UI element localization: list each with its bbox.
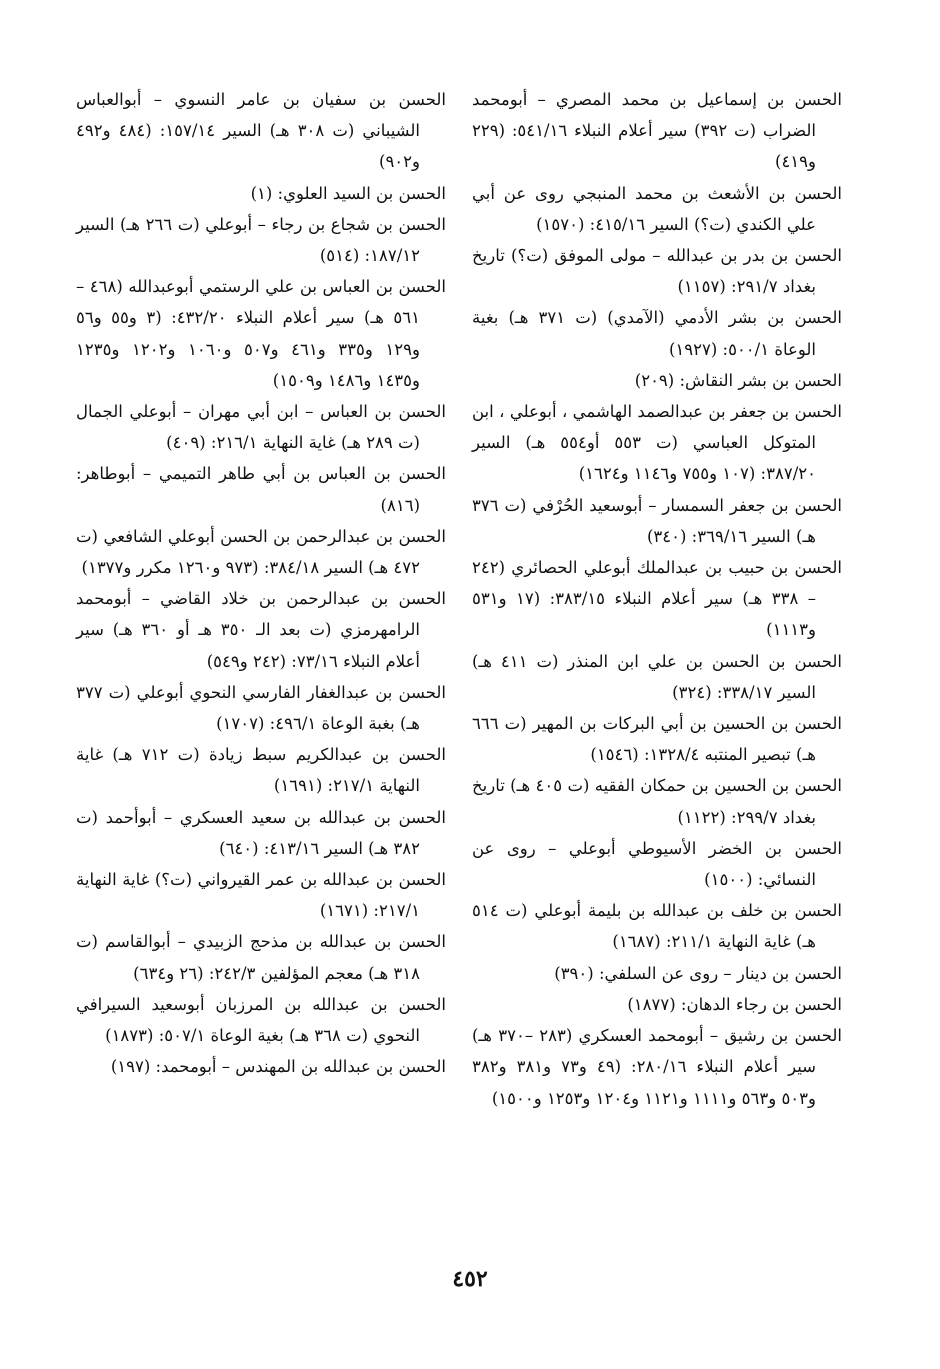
index-entry: الحسن بن بشر الأدمي (الآمدي) (ت ٣٧١ هـ) بغية الوعاة ٥٠٠/١: (١٩٢٧) [472,308,842,359]
index-entry: الحسن بن شجاع بن رجاء – أبوعلي (ت ٢٦٦ هـ) السير ١٨٧/١٢: (٥١٤) [76,214,446,266]
index-entry: الحسن بن الحسين بن أبي البركات بن المهير (ت ٦٦٦ هـ) تبصير المنتبه ١٣٢٨/٤: (١٥٤٦) [472,714,842,765]
index-entry: الحسن بن عبدالله بن مذحج الزبيدي – أبوالقاسم (ت ٣١٨ هـ) معجم المؤلفين ٢٤٢/٣: (٢٦ و٦٣٤) [76,932,446,983]
index-entry: الحسن بن خلف بن عبدالله بن بليمة أبوعلي (ت ٥١٤ هـ) غاية النهاية ٢١١/١: (١٦٨٧) [472,901,842,952]
index-entry: الحسن بن سفيان بن عامر النسوي – أبوالعباس الشيباني (ت ٣٠٨ هـ) السير ١٥٧/١٤: (٤٨٤ و٤٩٢ و٩٠٢) [76,90,446,172]
index-entry: الحسن بن بدر بن عبدالله – مولى الموفق (ت؟) تاريخ بغداد ٢٩١/٧: (١١٥٧) [472,246,842,297]
index-entry: الحسن بن عبدالكريم سبط زيادة (ت ٧١٢ هـ) غاية النهاية ٢١٧/١: (١٦٩١) [76,745,446,796]
index-entry: الحسن بن العباس بن علي الرستمي أبوعبدالله (٤٦٨ – ٥٦١ هـ) سير أعلام النبلاء ٤٣٢/٢٠: (٣ و٥٥ و٥٦ و١٢٩ و٣٣٥ و٤٦١ و٥٠٧ و١٠٦٠ و١٢٠٢ و١٢٣٥ و١٤٣٥ و١٤٨٦ و١٥٠٩) [76,277,446,390]
index-entry: الحسن بن العباس – ابن أبي مهران – أبوعلي الجمال (ت ٢٨٩ هـ) غاية النهاية ٢١٦/١: (٤٠٩) [76,402,446,453]
index-entry: الحسن بن عبدالله بن المرزبان أبوسعيد السيرافي النحوي (ت ٣٦٨ هـ) بغية الوعاة ٥٠٧/١: (١٨٧٣) [76,994,446,1046]
index-entry: الحسن بن الحسين بن حمكان الفقيه (ت ٤٠٥ هـ) تاريخ بغداد ٢٩٩/٧: (١١٢٢) [472,776,842,827]
index-entry: الحسن بن رشيق – أبومحمد العسكري (٢٨٣ –٣٧٠ هـ) سير أعلام النبلاء ٢٨٠/١٦: (٤٩ و٧٣ و٣٨١ و٣٨٢ و٥٠٣ و٥٦٣ و١١١١ و١١٢١ و١٢٠٤ و١٢٥٣ و١٥٠٠) [472,1026,843,1108]
index-entry: الحسن بن عبدالله بن سعيد العسكري – أبوأحمد (ت ٣٨٢ هـ) السير ٤١٣/١٦: (٦٤٠) [76,807,446,858]
index-entry: الحسن بن عبدالرحمن بن خلاد القاضي – أبومحمد الرامهرمزي (ت بعد الـ ٣٥٠ هـ أو ٣٦٠ هـ) سير أعلام النبلاء ٧٣/١٦: (٢٤٢ و٥٤٩) [76,589,446,671]
index-entry: الحسن بن رجاء الدهان: (١٨٧٧) [627,994,842,1014]
index-entry: الحسن بن إسماعيل بن محمد المصري – أبومحمد الضراب (ت ٣٩٢) سير أعلام النبلاء ٥٤١/١٦: (٢٢٩ و٤١٩) [472,90,842,172]
index-entry: الحسن بن حبيب بن عبدالملك أبوعلي الحصائري (٢٤٢ – ٣٣٨ هـ) سير أعلام النبلاء ٣٨٣/١٥: (١٧ و٥٣١ و١١١٣) [472,558,842,640]
left-column [76,84,446,1083]
index-entry: الحسن بن عبدالرحمن بن الحسن أبوعلي الشافعي (ت ٤٧٢ هـ) السير ٣٨٤/١٨: (٩٧٣ و١٢٦٠ مكرر و١٣٧٧) [76,526,446,578]
index-entry: الحسن بن عبدالغفار الفارسي النحوي أبوعلي (ت ٣٧٧ هـ) بغبة الوعاة ٤٩٦/١: (١٧٠٧) [76,682,446,734]
index-entry: الحسن بن الخضر الأسيوطي أبوعلي – روى عن النسائي: (١٥٠٠) [472,838,842,890]
index-entry: الحسن بن عبدالله بن المهندس – أبومحمد: (١٩٧) [110,1057,446,1077]
index-entry: الحسن بن عبدالله بن عمر القيرواني (ت؟) غاية النهاية ٢١٧/١: (١٦٧١) [76,870,446,921]
right-column [472,84,842,1114]
index-entry: الحسن بن السيد العلوي: (١) [250,183,446,203]
index-entry: الحسن بن بشر النقاش: (٢٠٩) [634,370,842,390]
index-entry: الحسن بن العباس بن أبي طاهر التميمي – أبوطاهر: (٨١٦) [76,464,446,515]
index-entry: الحسن بن الأشعث بن محمد المنبجي روى عن أبي علي الكندي (ت؟) السير ٤١٥/١٦: (١٥٧٠) [472,183,842,234]
page-number: ٤٥٢ [452,1266,488,1292]
index-entry: الحسن بن دينار – روى عن السلفي: (٣٩٠) [554,963,842,983]
index-entry: الحسن بن الحسن بن علي ابن المنذر (ت ٤١١ هـ) السير ٣٣٨/١٧: (٣٢٤) [472,651,843,702]
index-entry: الحسن بن جعفر السمسار – أبوسعيد الحُرْفي (ت ٣٧٦ هـ) السير ٣٦٩/١٦: (٣٤٠) [472,495,842,546]
index-entry: الحسن بن جعفر بن عبدالصمد الهاشمي ، أبوعلي ، ابن المتوكل العباسي (ت ٥٥٣ أو٥٥٤ هـ) السير ٣٨٧/٢٠: (١٠٧ و٧٥٥ و١١٤٦ و١٦٢٤) [472,402,842,484]
